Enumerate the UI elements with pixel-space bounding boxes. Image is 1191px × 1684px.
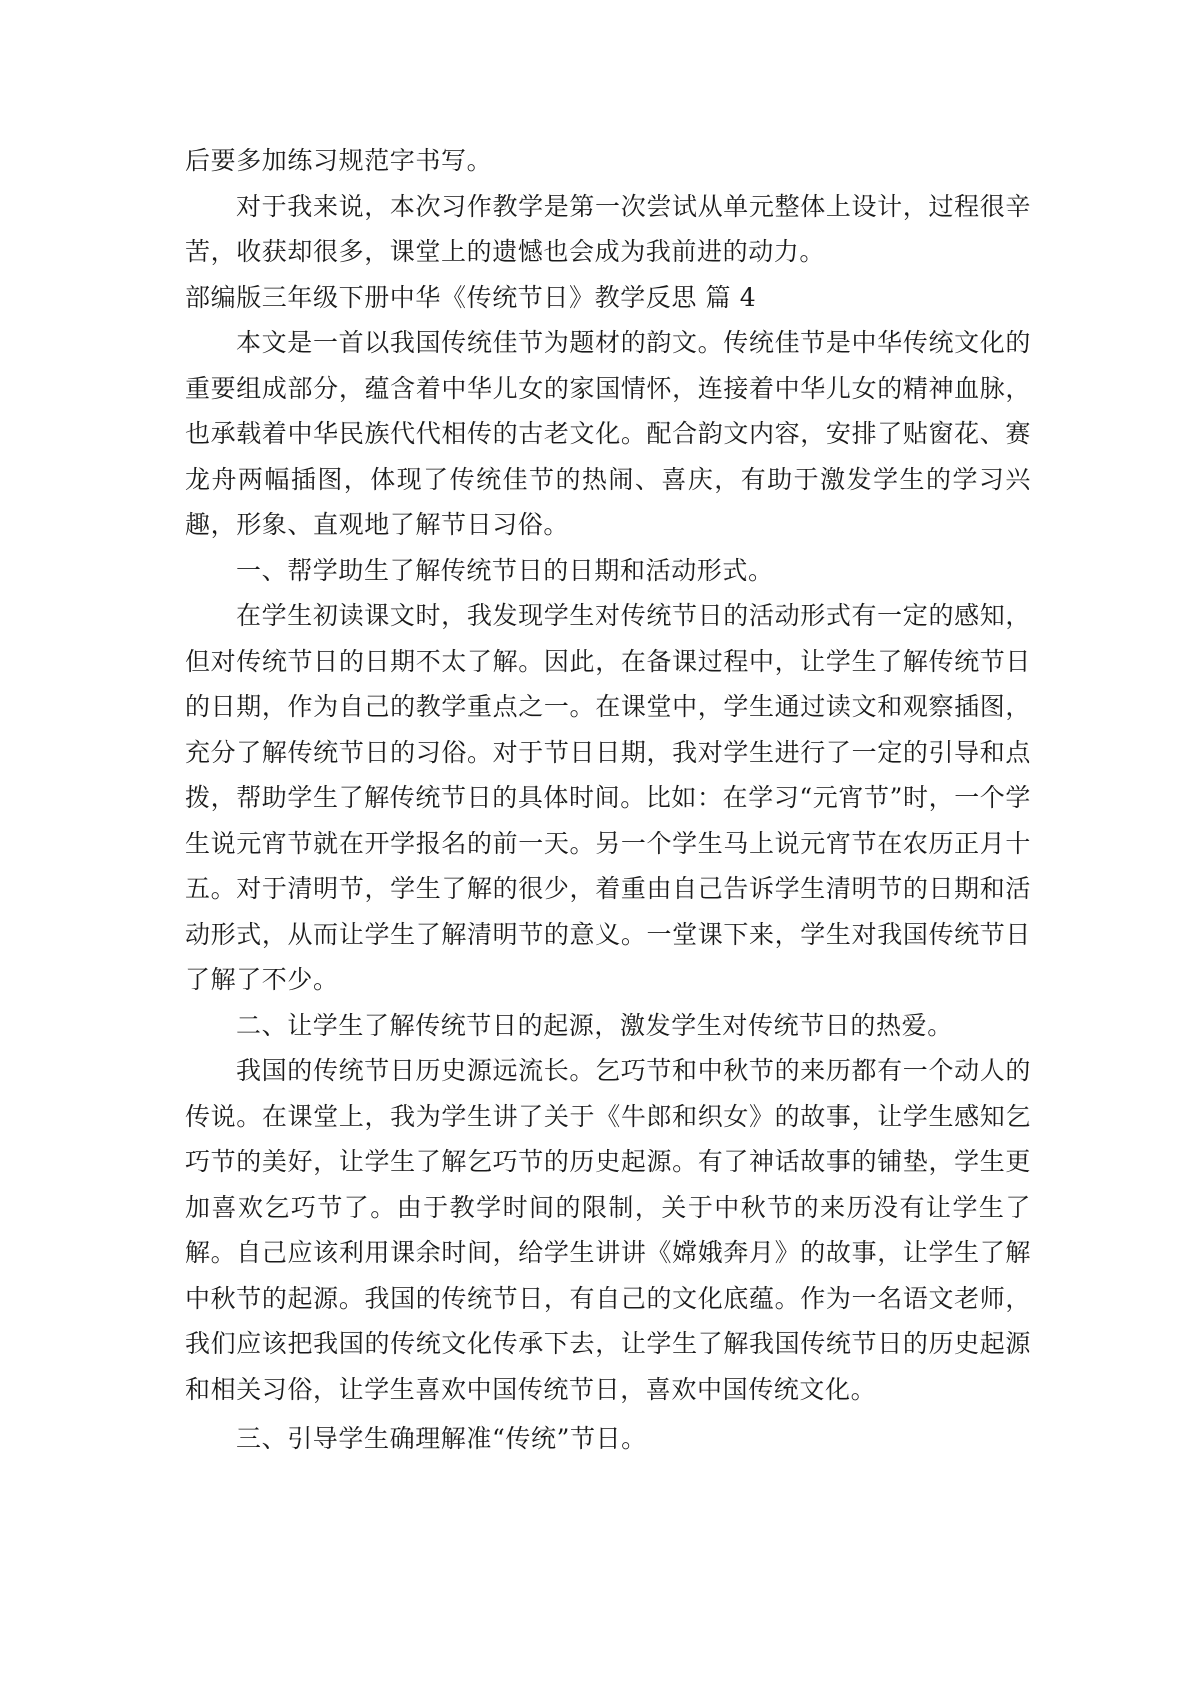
paragraph-point-3-title: 三、引导学生确理解准“传统”节日。 xyxy=(236,1424,647,1453)
paragraph-continuation: 后要多加练习规范字书写。 xyxy=(185,146,493,175)
paragraph-point-2-body: 我国的传统节日历史源远流长。乞巧节和中秋节的来历都有一个动人的传说。在课堂上，我为学生讲了关于《牛郎和织女》的故事，让学生感知乞巧节的美好，让学生了解乞巧节的历史起源。有了神话故事的铺垫，学生更加喜欢乞巧节了。由于教学时间的限制，关于中秋节的来历没有让学生了解。自己应该利用课余时间，给学生讲讲《嫦娥奔月》的故事，让学生了解中秋节的起源。我国的传统节日，有自己的文化底蕴。作为一名语文老师，我们应该把我国的传统文化传承下去，让学生了解我国传统节日的历史起源和相关习俗，让学生喜欢中国传统节日，喜欢中国传统文化。 xyxy=(185,1056,1031,1404)
document-page xyxy=(185,138,1031,1462)
paragraph-reflection-summary: 对于我来说，本次习作教学是第一次尝试从单元整体上设计，过程很辛苦，收获却很多，课堂上的遗憾也会成为我前进的动力。 xyxy=(185,191,1031,266)
section-heading-part-4: 部编版三年级下册中华《传统节日》教学反思 篇 4 xyxy=(185,282,757,312)
paragraph-point-1-body: 在学生初读课文时，我发现学生对传统节日的活动形式有一定的感知，但对传统节日的日期不太了解。因此，在备课过程中，让学生了解传统节日的日期，作为自己的教学重点之一。在课堂中，学生通过读文和观察插图，充分了解传统节日的习俗。对于节日日期，我对学生进行了一定的引导和点拨，帮助学生了解传统节日的具体时间。比如：在学习“元宵节”时，一个学生说元宵节就在开学报名的前一天。另一个学生马上说元宵节在农历正月十五。对于清明节，学生了解的很少，着重由自己告诉学生清明节的日期和活动形式，从而让学生了解清明节的意义。一堂课下来，学生对我国传统节日了解了不少。 xyxy=(185,601,1031,994)
paragraph-point-2-title: 二、让学生了解传统节日的起源，激发学生对传统节日的热爱。 xyxy=(236,1010,953,1040)
paragraph-intro: 本文是一首以我国传统佳节为题材的韵文。传统佳节是中华传统文化的重要组成部分，蕴含着中华儿女的家国情怀，连接着中华儿女的精神血脉，也承载着中华民族代代相传的古老文化。配合韵文内容，安排了贴窗花、赛龙舟两幅插图，体现了传统佳节的热闹、喜庆，有助于激发学生的学习兴趣，形象、直观地了解节日习俗。 xyxy=(185,328,1031,539)
paragraph-point-1-title: 一、帮学助生了解传统节日的日期和活动形式。 xyxy=(236,555,774,585)
